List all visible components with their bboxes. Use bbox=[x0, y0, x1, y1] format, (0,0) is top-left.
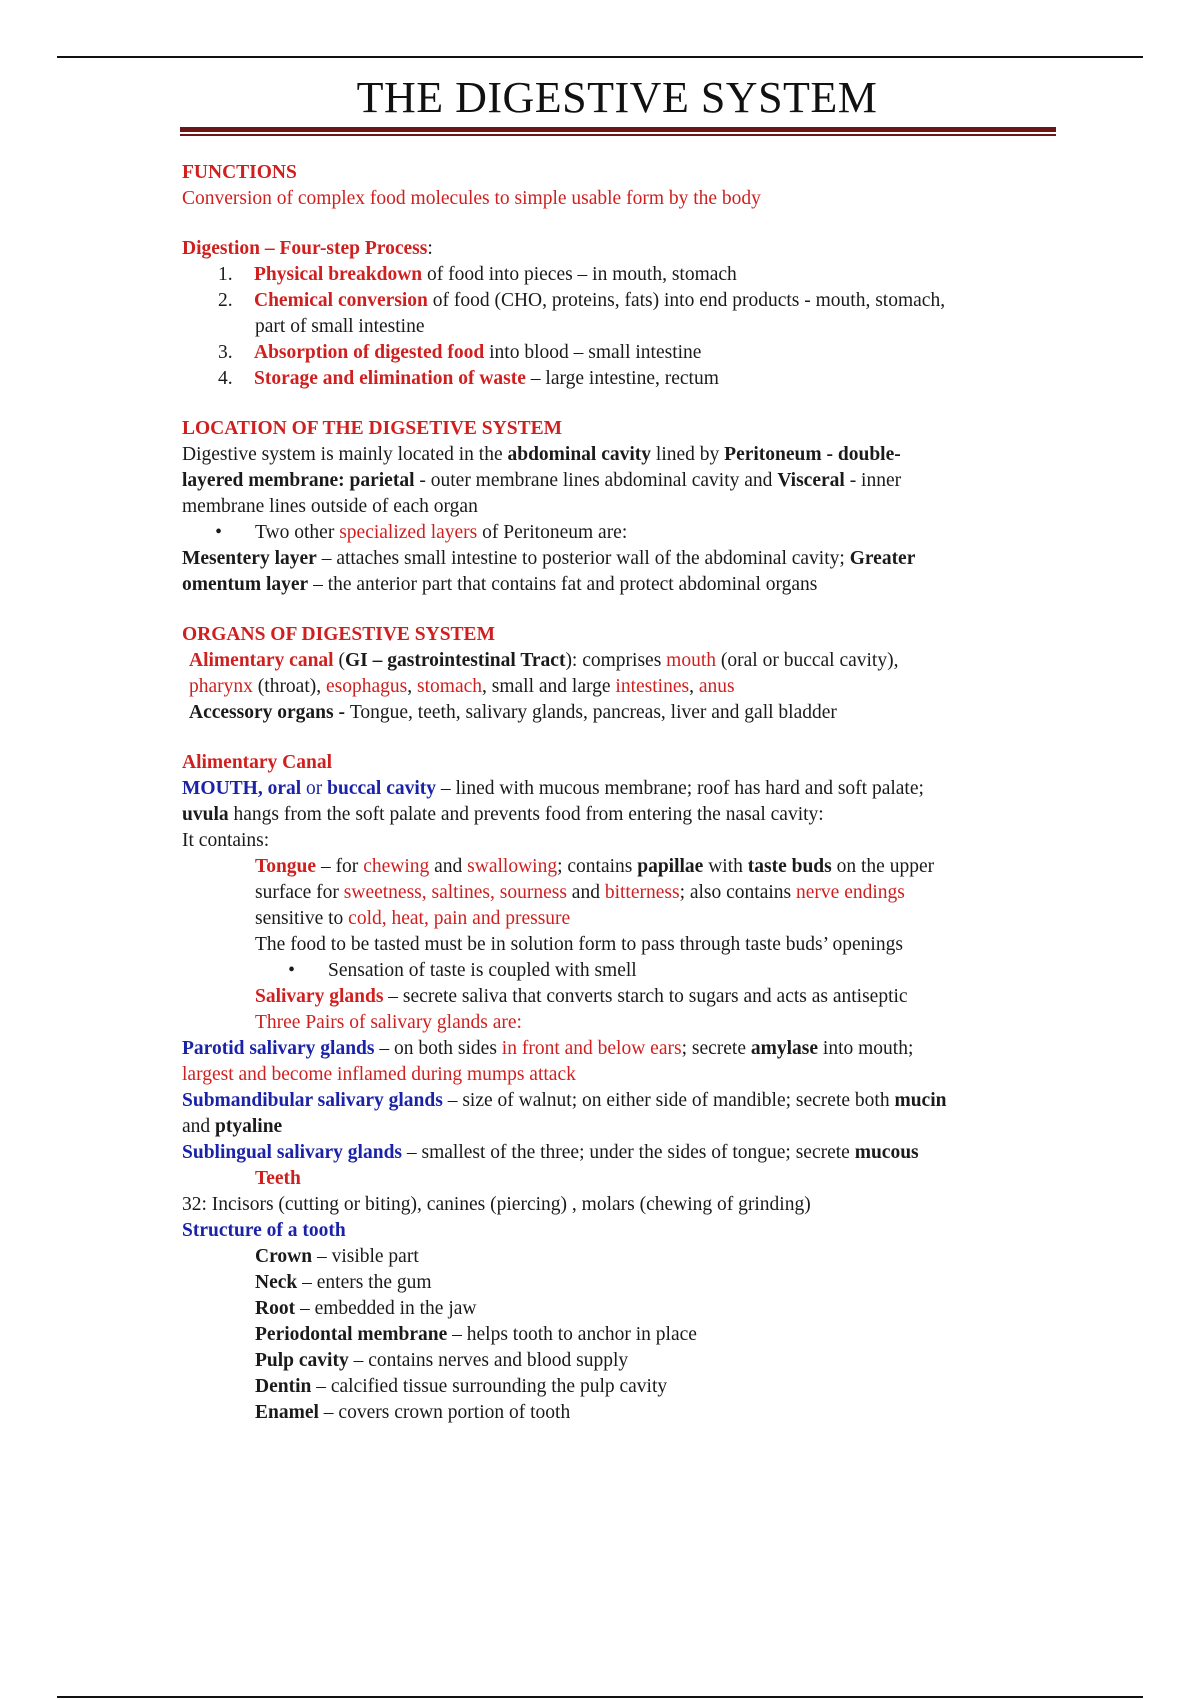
list-item bbox=[182, 262, 1062, 288]
text: into mouth; bbox=[818, 1038, 914, 1059]
text-bold: Crown bbox=[255, 1246, 313, 1267]
bullet-icon: • bbox=[215, 522, 222, 543]
paragraph-line bbox=[182, 880, 1062, 906]
text: – enters the gum bbox=[297, 1272, 432, 1293]
text-bold: Neck bbox=[255, 1272, 298, 1293]
paragraph-line bbox=[182, 1088, 1062, 1114]
text: of Peritoneum are: bbox=[477, 522, 628, 543]
text-bold: Enamel bbox=[255, 1402, 319, 1423]
text: with bbox=[703, 856, 748, 877]
list-item bbox=[182, 1270, 1062, 1296]
text-blue-bold: Sublingual salivary glands bbox=[182, 1142, 403, 1163]
text-bold: amylase bbox=[750, 1038, 819, 1059]
text-bold: Visceral bbox=[777, 470, 845, 491]
paragraph-line bbox=[182, 802, 1062, 828]
bullet-item bbox=[182, 520, 1062, 546]
paragraph-line: Three Pairs of salivary glands are: bbox=[255, 1012, 522, 1033]
text-red: sweetness, saltines, sourness bbox=[343, 882, 567, 903]
text-bold: abdominal cavity bbox=[507, 444, 652, 465]
paragraph-line bbox=[182, 854, 1062, 880]
title-underline-thin bbox=[180, 134, 1056, 136]
list-item bbox=[182, 1322, 1062, 1348]
digestion-heading-label: Digestion – Four-step Process bbox=[182, 238, 428, 259]
text: – visible part bbox=[312, 1246, 419, 1267]
structure-heading: Structure of a tooth bbox=[182, 1220, 346, 1241]
list-item bbox=[182, 340, 1062, 366]
text: and bbox=[566, 882, 605, 903]
paragraph-line bbox=[182, 572, 1062, 598]
text-red: intestines bbox=[615, 676, 690, 697]
bottom-rule bbox=[57, 1696, 1143, 1698]
text-red: esophagus bbox=[326, 676, 408, 697]
top-rule bbox=[57, 56, 1143, 58]
text: ( bbox=[333, 650, 345, 671]
list-number: 2. bbox=[218, 290, 233, 311]
list-item bbox=[182, 1374, 1062, 1400]
text-bold: Accessory organs - bbox=[189, 702, 350, 723]
digestion-heading bbox=[182, 236, 1062, 262]
step-key: Storage and elimination of waste bbox=[254, 368, 526, 389]
list-item-continuation: part of small intestine bbox=[255, 316, 425, 337]
text-red: chewing bbox=[363, 856, 430, 877]
text: and bbox=[182, 1116, 216, 1137]
text: – embedded in the jaw bbox=[295, 1298, 477, 1319]
text: - outer membrane lines abdominal cavity and bbox=[414, 470, 778, 491]
text-bold: mucin bbox=[894, 1090, 947, 1111]
text-blue-bold: Parotid salivary glands bbox=[182, 1038, 375, 1059]
text-red-bold: Salivary glands bbox=[255, 986, 384, 1007]
paragraph-line bbox=[182, 648, 1062, 674]
text: Two other bbox=[255, 522, 340, 543]
paragraph-line bbox=[182, 1114, 1062, 1140]
text-red: anus bbox=[698, 676, 735, 697]
list-item bbox=[182, 1296, 1062, 1322]
text-bold: ptyaline bbox=[215, 1116, 283, 1137]
paragraph-line: The food to be tasted must be in solution form to pass through taste buds’ openings bbox=[255, 934, 903, 955]
functions-heading: FUNCTIONS bbox=[182, 162, 297, 183]
paragraph-line: 32: Incisors (cutting or biting), canines (piercing) , molars (chewing of grinding) bbox=[182, 1194, 811, 1215]
list-item bbox=[182, 366, 1062, 392]
step-text: – large intestine, rectum bbox=[525, 368, 719, 389]
step-text: of food into pieces – in mouth, stomach bbox=[422, 264, 737, 285]
text: on the upper bbox=[831, 856, 935, 877]
document-body bbox=[182, 160, 1062, 1426]
text: Tongue, teeth, salivary glands, pancreas, liver and gall bladder bbox=[349, 702, 837, 723]
text-blue-bold: Submandibular salivary glands bbox=[182, 1090, 443, 1111]
page-title: THE DIGESTIVE SYSTEM bbox=[356, 73, 878, 122]
paragraph-line: It contains: bbox=[182, 830, 270, 851]
text-red: in front and below ears bbox=[501, 1038, 682, 1059]
paragraph-line bbox=[182, 468, 1062, 494]
text: , bbox=[689, 676, 699, 697]
paragraph-line bbox=[182, 906, 1062, 932]
text: – lined with mucous membrane; roof has hard and soft palate; bbox=[436, 778, 924, 799]
text: Sensation of taste is coupled with smell bbox=[328, 960, 637, 981]
text-bold: Dentin bbox=[255, 1376, 312, 1397]
list-number: 1. bbox=[218, 264, 233, 285]
text-bold: taste buds bbox=[747, 856, 832, 877]
text: (throat), bbox=[252, 676, 327, 697]
text: – for bbox=[316, 856, 364, 877]
text: – size of walnut; on either side of mandible; secrete both bbox=[442, 1090, 895, 1111]
text: ; secrete bbox=[681, 1038, 751, 1059]
text: lined by bbox=[651, 444, 725, 465]
paragraph-line bbox=[182, 442, 1062, 468]
text-red-bold: Tongue bbox=[255, 856, 317, 877]
list-item bbox=[182, 288, 1062, 314]
text-red: stomach bbox=[417, 676, 482, 697]
text-bold: Periodontal membrane bbox=[255, 1324, 448, 1345]
paragraph-line bbox=[182, 700, 1062, 726]
text: – helps tooth to anchor in place bbox=[447, 1324, 697, 1345]
text-bold: Greater bbox=[849, 548, 916, 569]
text: , bbox=[407, 676, 418, 697]
text-bold: omentum layer bbox=[182, 574, 309, 595]
text: sensitive to bbox=[255, 908, 349, 929]
text: – contains nerves and blood supply bbox=[348, 1350, 629, 1371]
text: – smallest of the three; under the sides of tongue; secrete bbox=[402, 1142, 855, 1163]
text: – covers crown portion of tooth bbox=[318, 1402, 571, 1423]
text-bold: layered membrane: parietal bbox=[182, 470, 415, 491]
text: ; contains bbox=[557, 856, 638, 877]
text: ; also contains bbox=[679, 882, 797, 903]
organs-heading: ORGANS OF DIGESTIVE SYSTEM bbox=[182, 624, 495, 645]
step-text: into blood – small intestine bbox=[484, 342, 702, 363]
text-red: pharynx bbox=[189, 676, 253, 697]
location-heading: LOCATION OF THE DIGSETIVE SYSTEM bbox=[182, 418, 562, 439]
text: Digestive system is mainly located in the bbox=[182, 444, 508, 465]
list-item bbox=[182, 1400, 1062, 1426]
text-blue-bold: MOUTH, oral bbox=[182, 778, 302, 799]
paragraph-line bbox=[182, 1036, 1062, 1062]
text-red: cold, heat, pain and pressure bbox=[348, 908, 571, 929]
teeth-heading: Teeth bbox=[255, 1168, 301, 1189]
text-blue: or bbox=[301, 778, 328, 799]
paragraph-line bbox=[182, 984, 1062, 1010]
text-red: mouth bbox=[666, 650, 717, 671]
text-red: specialized layers bbox=[339, 522, 478, 543]
text: , small and large bbox=[482, 676, 616, 697]
paragraph-line bbox=[182, 674, 1062, 700]
text-bold: mucous bbox=[854, 1142, 919, 1163]
text-red-bold: Alimentary canal bbox=[189, 650, 334, 671]
text-red: nerve endings bbox=[796, 882, 905, 903]
text: hangs from the soft palate and prevents food from entering the nasal cavity: bbox=[228, 804, 824, 825]
text: – on both sides bbox=[374, 1038, 502, 1059]
text: – calcified tissue surrounding the pulp cavity bbox=[311, 1376, 668, 1397]
paragraph-line bbox=[182, 1140, 1062, 1166]
text: – secrete saliva that converts starch to sugars and acts as antiseptic bbox=[383, 986, 908, 1007]
bullet-icon: • bbox=[288, 960, 295, 981]
list-number: 4. bbox=[218, 368, 233, 389]
canal-heading: Alimentary Canal bbox=[182, 752, 333, 773]
bullet-item bbox=[182, 958, 1062, 984]
text-red: bitterness bbox=[604, 882, 680, 903]
text-bold: Peritoneum - double- bbox=[724, 444, 901, 465]
paragraph-line bbox=[182, 776, 1062, 802]
text-bold: Root bbox=[255, 1298, 296, 1319]
text-bold: GI – gastrointestinal Tract bbox=[344, 650, 566, 671]
step-key: Physical breakdown bbox=[254, 264, 423, 285]
text-bold: papillae bbox=[637, 856, 704, 877]
list-item bbox=[182, 1348, 1062, 1374]
digestion-colon: : bbox=[427, 238, 433, 259]
step-key: Absorption of digested food bbox=[254, 342, 485, 363]
text: - inner bbox=[844, 470, 902, 491]
paragraph-line: membrane lines outside of each organ bbox=[182, 496, 478, 517]
text: – attaches small intestine to posterior wall of the abdominal cavity; bbox=[316, 548, 850, 569]
paragraph-line bbox=[182, 546, 1062, 572]
text-blue-bold: buccal cavity bbox=[327, 778, 437, 799]
text: – the anterior part that contains fat and protect abdominal organs bbox=[308, 574, 818, 595]
text-bold: Mesentery layer bbox=[182, 548, 317, 569]
text-red: swallowing bbox=[467, 856, 558, 877]
text: (oral or buccal cavity), bbox=[716, 650, 899, 671]
functions-text: Conversion of complex food molecules to simple usable form by the body bbox=[182, 188, 761, 209]
text-bold: uvula bbox=[182, 804, 229, 825]
text: surface for bbox=[255, 882, 344, 903]
list-number: 3. bbox=[218, 342, 233, 363]
step-key: Chemical conversion bbox=[254, 290, 428, 311]
list-item bbox=[182, 1244, 1062, 1270]
text: and bbox=[429, 856, 468, 877]
paragraph-line: largest and become inflamed during mumps attack bbox=[182, 1064, 576, 1085]
title-underline bbox=[180, 127, 1056, 132]
text-bold: Pulp cavity bbox=[255, 1350, 349, 1371]
step-text: of food (CHO, proteins, fats) into end products - mouth, stomach, bbox=[427, 290, 946, 311]
text: ): comprises bbox=[565, 650, 667, 671]
